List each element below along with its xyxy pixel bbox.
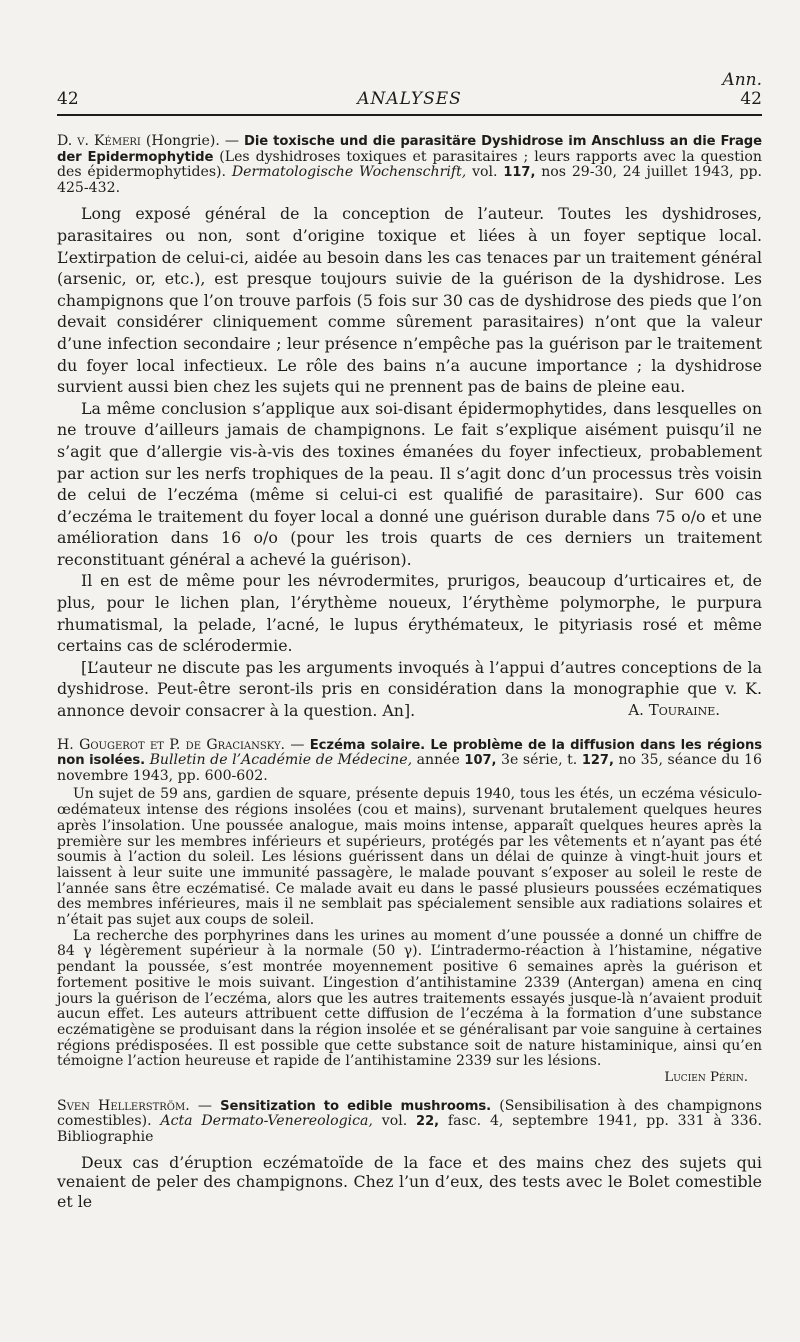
journal-name: Dermatologische Wochenschrift, [231,164,467,181]
volume-number: 127, [581,753,614,769]
abstract-paragraph: [L’auteur ne discute pas les arguments invoqués à l’appui d’autres conceptions de la dyshidrose. Peut-être seront-ils pris en considération dans la monographie que v. K. annonce devoir consacrer à la question. An]. [57,657,762,721]
citation-text: année [412,752,465,769]
volume-number: 117, [503,165,536,181]
abstract-paragraph: La recherche des porphyrines dans les urines au moment d’une poussée a donné un chiffre de 84 γ légèrement supérieur à la normale (50 γ). L’intradermo-réaction à l’histamine, négative pendant la poussée, s’est montrée moyennement positive 6 semaines après la guérison et fortement positive le mois suivant. L’ingestion d’antihistamine 2339 (Antergan) amena en cinq jours la guérison de l’eczéma, alors que les autres traitements essayés jusque-là n’avaient produit aucun effet. Les auteurs attribuent cette diffusion de l’eczéma à la formation d’une substance eczématigène se produisant dans la région insolée et se généralisant par voie sanguine à certaines régions prédisposées. Il est possible que cette substance soit de nature histaminique, ainsi qu’en témoigne l’action heureuse et rapide de l’antihistamine 2339 sur les lésions. [57,927,762,1070]
running-head [57,70,762,110]
margin-annotation: Ann. [722,70,762,90]
page-number-right: 42 [740,89,762,109]
abstract-paragraph: Long exposé général de la conception de l’auteur. Toutes les dyshidroses, parasitaires ou non, sont d’origine toxique et liées à un foyer septique local. L’extirpation de celui-ci, aidée au besoin dans les cas tenaces par un traitement général (arsenic, or, etc.), est presque toujours suivie de la guérison de la dyshidrose. Les champignons que l’on trouve parfois (5 fois sur 30 cas de dyshidrose des pieds que l’on devait considérer cliniquement comme sûrement parasitaires) n’ont que la valeur d’une infection secondaire ; leur présence n’empêche pas la guérison par le traitement du foyer local infectieux. Le rôle des bains n’a aucune importance ; la dyshidrose survient aussi bien chez les sujets qui ne prennent pas de bains de pleine eau. [57,204,762,397]
article-hellerstrom [57,1099,762,1211]
page-body [57,134,762,1211]
abstract-paragraph: Un sujet de 59 ans, gardien de square, présente depuis 1940, tous les étés, un eczéma vésiculo-œdémateux intense des régions insolées (cou et mains), survenant brutalement quelques heures après l’insolation. Une poussée analogue, mais moins intense, apparaît quelques heures après la première sur les membres inférieurs et supérieurs, protégés par les vêtements et n’ayant pas été soumis à l’action du soleil. Les lésions guérissent dans un délai de quinze à vingt-huit jours et laissent à leur suite une immunité passagère, le malade pouvant s’exposer au soleil le reste de l’année sans être eczématisé. Ce malade avait eu dans le passé plusieurs poussées eczématiques des membres inférieures, mais il ne semblait pas spécialement sensible aux radiations solaires et n’était pas sujet aux coups de soleil. [57,786,762,929]
citation-text: no 35, séance du 16 novembre 1943, pp. 600-602. [57,752,762,784]
header-rule [57,114,762,116]
reviewer-signature: A. Touraine. [628,700,720,719]
page-number-left: 42 [57,89,79,109]
reviewer-signature: Lucien Périn. [664,1070,748,1086]
abstract-paragraph: La même conclusion s’applique aux soi-disant épidermophytides, dans lesquelles on ne trouve d’ailleurs jamais de champignons. Le fait s’explique aisément puisqu’il ne s’agit que d’allergie vis-à-vis des toxines émanées du foyer infectieux, probablement par action sur les nerfs trophiques de la peau. Il s’agit donc d’un processus très voisin de celui de l’eczéma (même si celui-ci est qualifié de parasitaire). Sur 600 cas d’eczéma le traitement du foyer local a donné une guérison durable dans 75 o/o et une amélioration dans 16 o/o (pour les trois quarts de ces derniers un traitement reconstituant général a achevé la guérison). [57,398,762,569]
article-citation [57,134,762,196]
running-title: ANALYSES [357,89,462,109]
article-citation [57,738,762,785]
journal-name: Bulletin de l’Académie de Médecine, [149,752,413,769]
article-kemeri [57,134,762,722]
citation-text: 3e série, t. [496,752,582,769]
citation-text: vol. [466,164,504,181]
article-citation [57,1099,762,1146]
article-gougerot [57,738,762,1086]
article-title: Eczéma solaire. Le problème de la diffusion dans les régions non isolées. [57,737,762,769]
journal-name: Acta Dermato-Venereologica, [160,1113,373,1130]
abstract-paragraph: Il en est de même pour les névrodermites, prurigos, beaucoup d’urticaires et, de plus, pour le lichen plan, l’érythème noueux, l’érythème polymorphe, le purpura rhumatismal, la pelade, l’acné, le lupus érythémateux, le pityriasis rosé et même certains cas de sclérodermie. [57,571,762,656]
citation-authors: H. Gougerot et P. de Graciansky. — [57,736,310,753]
citation-text: fasc. 4, septembre 1941, pp. 331 à 336. Bibliographie [57,1113,762,1145]
volume-number: 22, [416,1114,440,1130]
citation-authors: Sven Hellerström. — [57,1097,221,1114]
citation-text: nos 29-30, 24 juillet 1943, pp. 425-432. [57,164,762,196]
citation-text: vol. [372,1113,417,1130]
volume-number: 107, [464,753,497,769]
citation-affiliation: (Hongrie). — [140,133,244,149]
citation-text: (Les dyshidroses toxiques et parasitaires ; leurs rapports avec la question des épidermophytides). [57,148,762,181]
abstract-paragraph: Deux cas d’éruption eczématoïde de la face et des mains chez des sujets qui venaient de peler des champignons. Chez l’un d’eux, des tests avec le Bolet comestible et le [57,1152,762,1211]
article-title: Die toxische und die parasitäre Dyshidrose im Anschluss an die Frage der Epidermophytide [57,134,762,165]
article-title: Sensitization to edible mushrooms. [220,1098,492,1114]
citation-authors: D. v. Kémeri [57,133,141,149]
citation-text: (Sensibilisation à des champignons comestibles). [57,1097,762,1130]
